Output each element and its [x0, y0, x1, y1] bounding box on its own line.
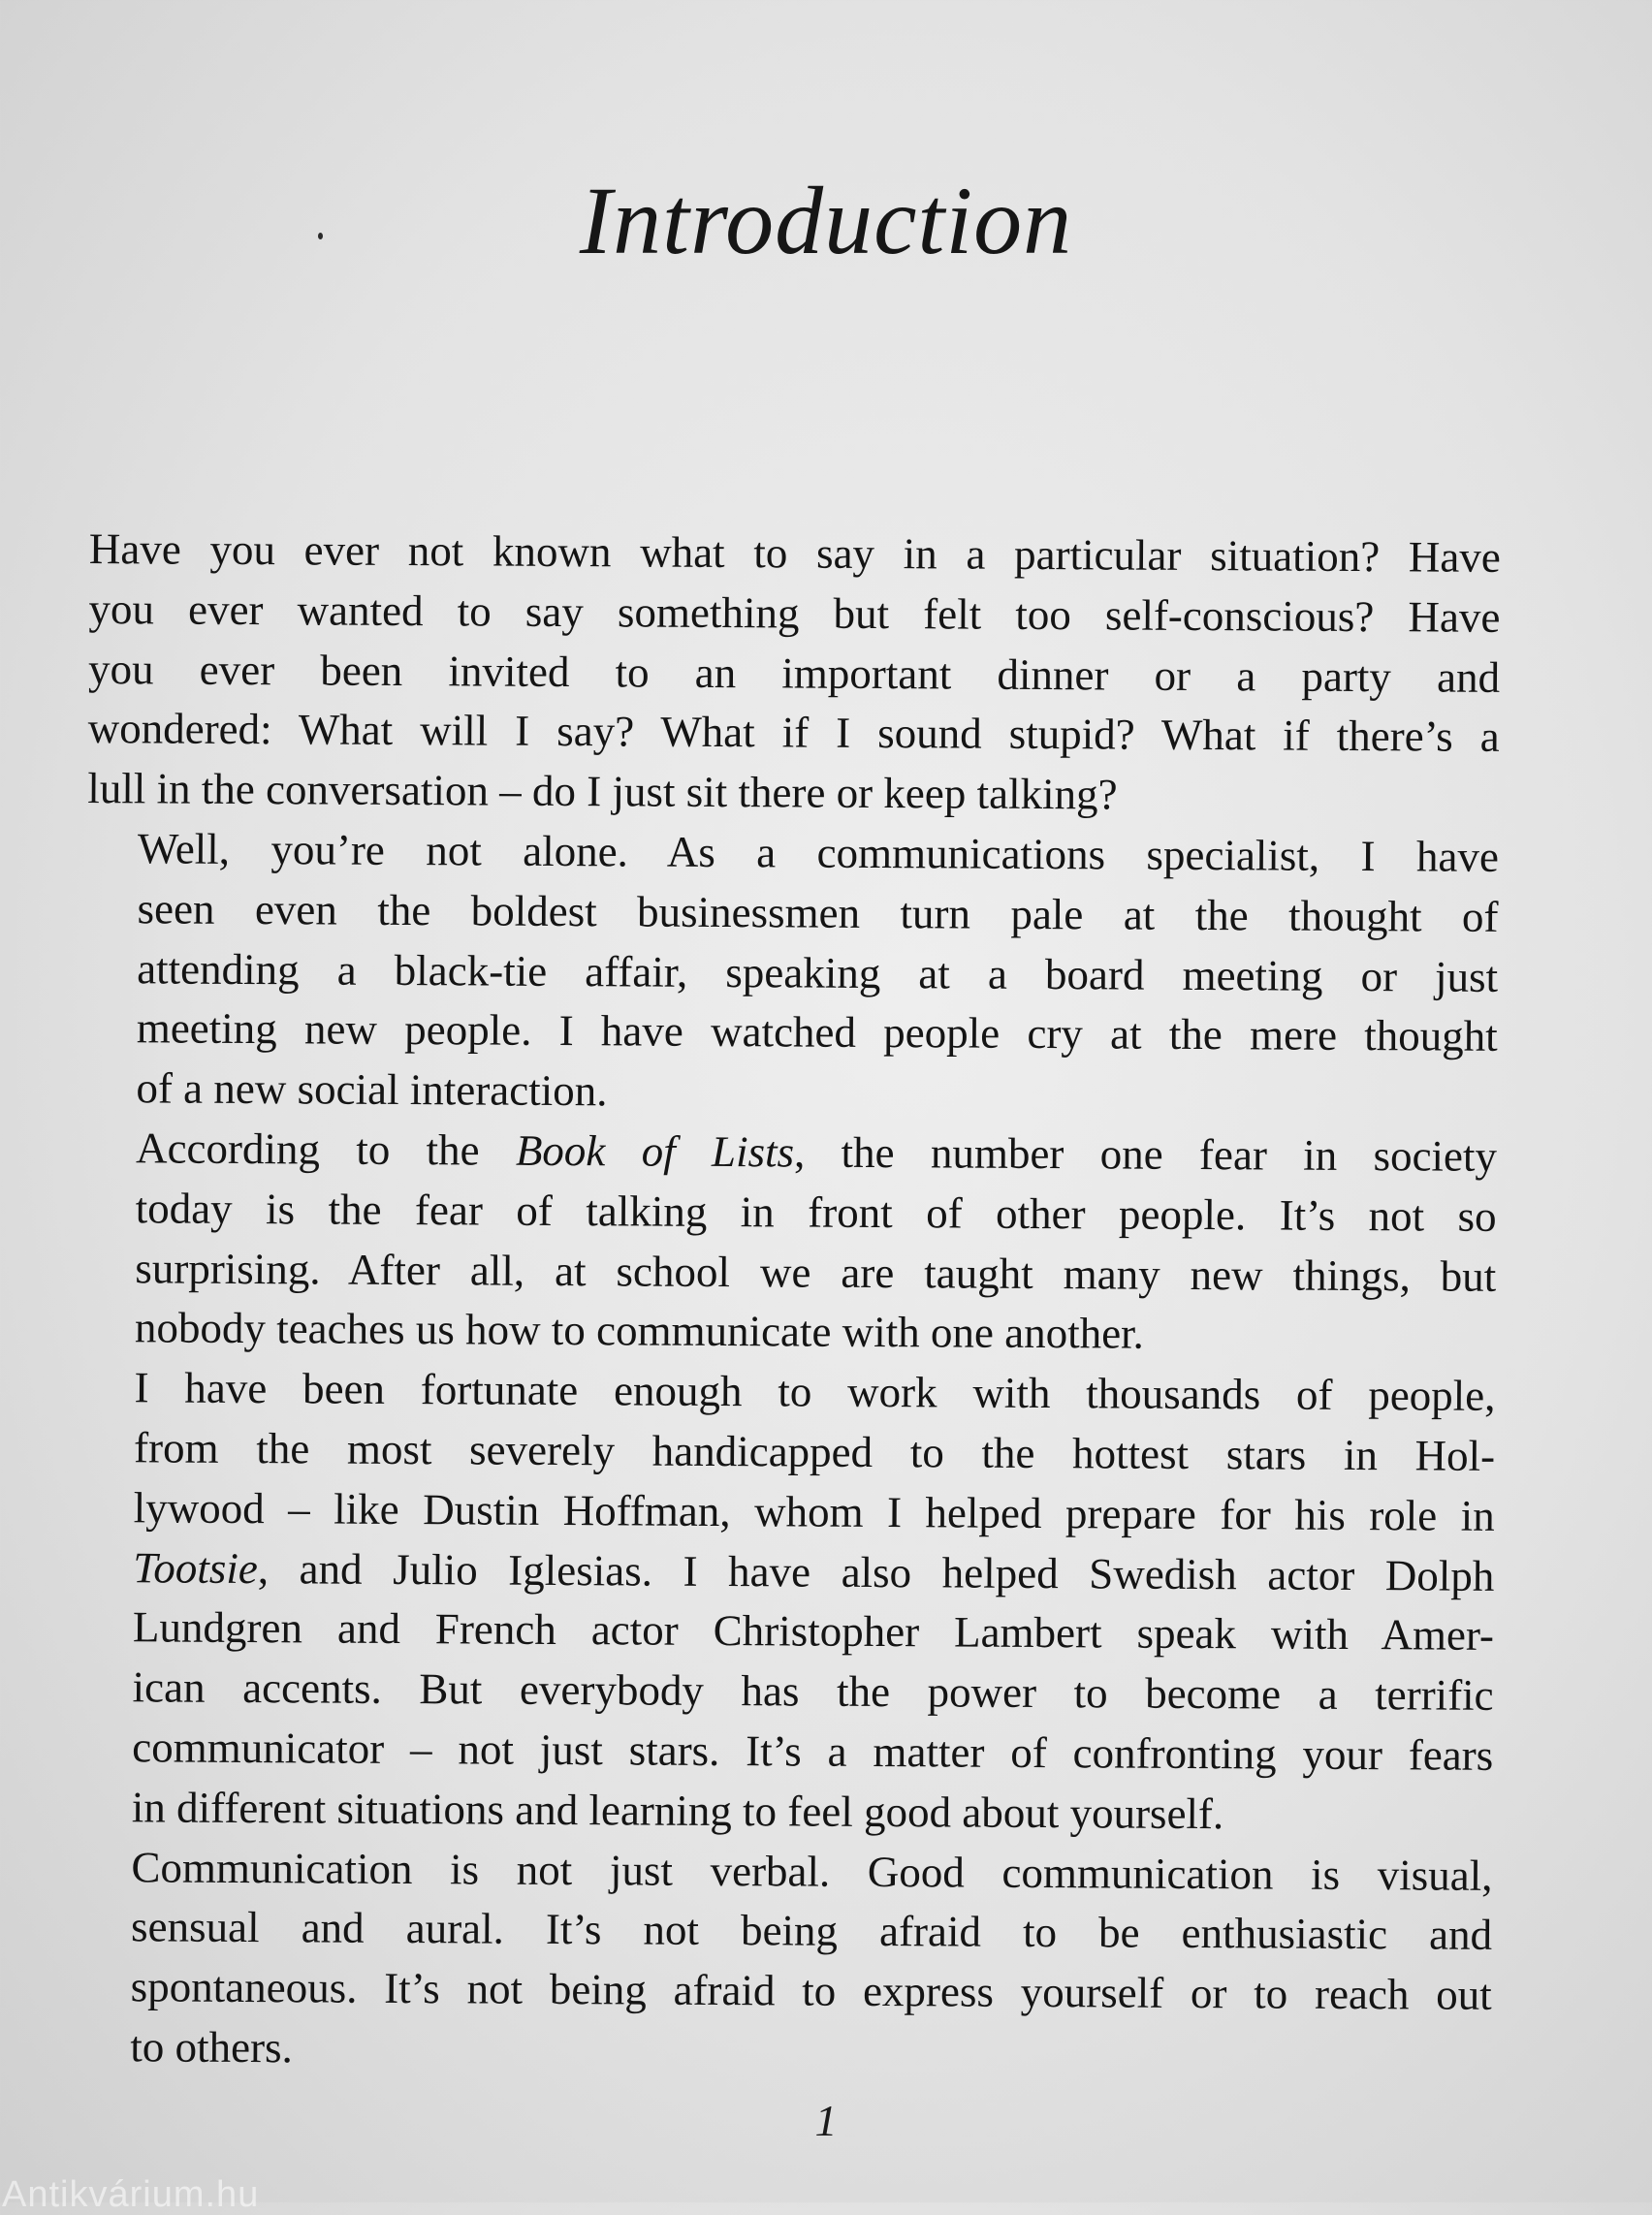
chapter-body — [79, 520, 1501, 2086]
text-line — [85, 1119, 1497, 1187]
text-line — [82, 1538, 1494, 1607]
text-line: Have you ever not known what to say in a particular situation? Have — [88, 523, 1501, 582]
text-line: today is the fear of talking in front of other people. It’s not so — [135, 1184, 1497, 1241]
text-line: attending a black-tie affair, speaking at a board meeting or just — [137, 943, 1499, 1001]
text-line: of a new social interaction. — [136, 1063, 608, 1116]
text-line: from the most severely handicapped to the hottest stars in Hol- — [134, 1423, 1496, 1480]
text-line: wondered: What will I say? What if I sound stupid? What if there’s a — [87, 704, 1500, 762]
paragraph-5 — [79, 1838, 1492, 2086]
paragraph-4 — [81, 1358, 1496, 1846]
text-line: sensual and aural. It’s not being afraid to be enthusiastic and — [130, 1902, 1493, 1960]
text-fragment: According to the — [135, 1123, 517, 1175]
book-title-italic: Book of Lists — [515, 1125, 795, 1177]
text-line: nobody teaches us how to communicate with one another. — [134, 1303, 1145, 1359]
paragraph-1 — [87, 520, 1501, 828]
page-number: 1 — [814, 2096, 838, 2145]
text-line: spontaneous. It’s not being afraid to express yourself or to reach out — [130, 1962, 1492, 2019]
text-line: meeting new people. I have watched people cry at the mere thought — [136, 1003, 1498, 1061]
film-title-italic: Tootsie — [133, 1542, 258, 1593]
text-fragment: , and Julio Iglesias. I have also helped Swedish actor Dolph — [257, 1543, 1495, 1600]
text-line: you ever wanted to say something but felt too self-conscious? Have — [88, 584, 1501, 642]
text-line: lywood – like Dustin Hoffman, whom I helped prepare for his role in — [133, 1483, 1495, 1540]
watermark: Antikvárium.hu — [2, 2174, 260, 2215]
print-speck — [318, 233, 323, 239]
text-line: lull in the conversation – do I just sit there or keep talking? — [87, 764, 1118, 819]
paragraph-2 — [85, 819, 1499, 1127]
text-line: I have been fortunate enough to work with thousands of people, — [134, 1363, 1496, 1421]
text-line: surprising. After all, at school we are taught many new things, but — [135, 1243, 1497, 1301]
text-line: in different situations and learning to feel good about yourself. — [131, 1783, 1224, 1838]
text-line: communicator – not just stars. It’s a matter of confronting your fears — [132, 1723, 1494, 1780]
text-line: Lundgren and French actor Christopher Lambert speak with Amer- — [132, 1602, 1495, 1661]
text-line: Well, you’re not alone. As a communications specialist, I have — [137, 824, 1500, 881]
text-line: to others. — [130, 2022, 294, 2073]
text-fragment: , the number one fear in society — [793, 1127, 1498, 1181]
paragraph-3 — [84, 1119, 1497, 1367]
text-line: seen even the boldest businessmen turn pale at the thought of — [137, 884, 1499, 941]
text-line: Communication is not just verbal. Good communication is visual, — [131, 1842, 1493, 1900]
chapter-title: Introduction — [579, 167, 1073, 274]
text-line: ican accents. But everybody has the power to become a terrific — [132, 1662, 1494, 1721]
text-line: you ever been invited to an important dinner or a party and — [87, 644, 1501, 702]
